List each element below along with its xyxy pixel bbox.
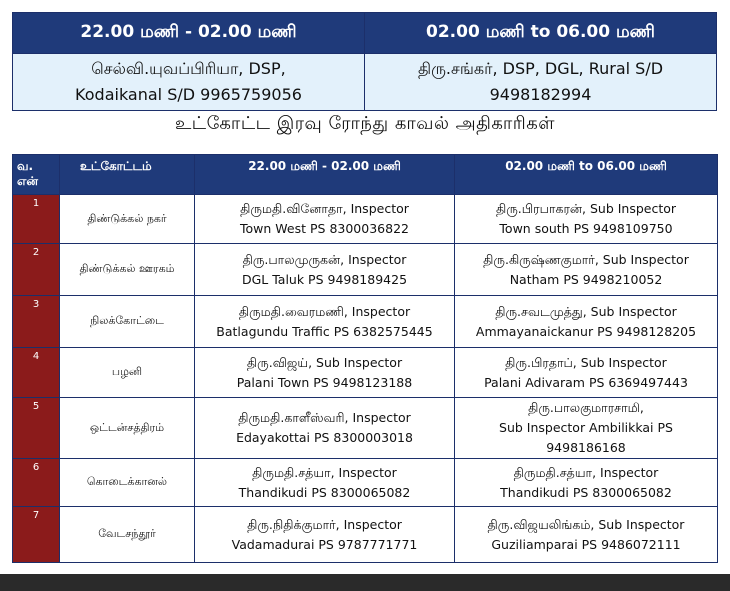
shift2-officer-contact: Guziliamparai PS 9486072111	[491, 536, 681, 552]
shift1-officer-contact: Batlagundu Traffic PS 6382575445	[216, 323, 433, 339]
shift2-officer-name: திரு.கிருஷ்ணகுமார், Sub Inspector	[483, 251, 689, 267]
row-subdivision: பழனி	[60, 348, 195, 398]
top-shift2-officer-contact: 9498182994	[489, 85, 592, 104]
top-shift1-officer-name: செல்வி.யுவப்பிரியா, DSP,	[91, 59, 286, 78]
bottom-bar	[0, 574, 730, 591]
column-header-subdivision: உட்கோட்டம்	[60, 155, 195, 195]
shift1-officer-contact: Palani Town PS 9498123188	[236, 374, 413, 390]
shift1-officer-contact: Vadamadurai PS 9787771771	[231, 536, 418, 552]
shift1-officer-contact: Town West PS 8300036822	[240, 221, 409, 236]
row-shift1-officer	[195, 507, 455, 563]
shift2-officer-name: திரு.பிரதாப், Sub Inspector	[505, 354, 667, 370]
row-subdivision: வேடசந்தூர்	[60, 507, 195, 563]
shift1-officer-name: திருமதி.காளீஸ்வரி, Inspector	[238, 410, 411, 425]
row-sno: 5	[13, 398, 60, 459]
table-row	[13, 195, 718, 244]
shift2-officer-contact: Natham PS 9498210052	[509, 271, 663, 287]
shift2-officer-phone: 9498186168	[546, 440, 626, 455]
row-subdivision: நிலக்கோட்டை	[60, 296, 195, 348]
shift2-officer-name: திரு.பிரபாகரன், Sub Inspector	[495, 201, 677, 216]
shift2-officer-name: திரு.சவடமுத்து, Sub Inspector	[495, 303, 677, 319]
table-row	[13, 398, 718, 459]
shift1-officer-name: திருமதி.வைரமணி, Inspector	[238, 303, 411, 319]
row-shift1-officer	[195, 398, 455, 459]
row-sno: 6	[13, 459, 60, 507]
officer-table-header	[13, 155, 718, 195]
row-shift2-officer	[455, 244, 718, 296]
table-row	[13, 244, 718, 296]
row-shift2-officer	[455, 398, 718, 459]
top-shift1-officer	[13, 54, 365, 111]
shift1-officer-name: திரு.பாலமுருகன், Inspector	[242, 251, 407, 267]
page-title: உட்கோட்ட இரவு ரோந்து காவல் அதிகாரிகள்	[174, 113, 556, 134]
officer-table	[12, 154, 718, 563]
shift2-officer-contact: Thandikudi PS 8300065082	[500, 484, 672, 500]
shift2-officer-name: திருமதி.சத்யா, Inspector	[513, 464, 659, 480]
row-shift1-officer	[195, 459, 455, 507]
shift2-officer-name: திரு.பாலகுமாரசாமி,	[528, 400, 644, 415]
row-sno: 2	[13, 244, 60, 296]
shift2-officer-contact: Town south PS 9498109750	[499, 221, 673, 236]
row-sno: 4	[13, 348, 60, 398]
row-shift2-officer	[455, 296, 718, 348]
row-sno: 7	[13, 507, 60, 563]
table-row	[13, 459, 718, 507]
top-shift1-officer-contact: Kodaikanal S/D 9965759056	[75, 85, 302, 104]
shift2-officer-contact: Ammayanaickanur PS 9498128205	[475, 323, 697, 339]
shift2-officer-contact: Sub Inspector Ambilikkai PS	[499, 420, 673, 435]
top-shift2-officer-name: திரு.சங்கர், DSP, DGL, Rural S/D	[417, 59, 664, 78]
row-shift1-officer	[195, 296, 455, 348]
row-shift1-officer	[195, 348, 455, 398]
column-header-shift2: 02.00 மணி to 06.00 மணி	[455, 155, 718, 195]
shift2-officer-contact: Palani Adivaram PS 6369497443	[484, 374, 688, 390]
row-subdivision: திண்டுக்கல் நகர்	[60, 195, 195, 244]
row-shift1-officer	[195, 244, 455, 296]
top-shift2-header: 02.00 மணி to 06.00 மணி	[365, 13, 717, 54]
shift1-officer-contact: DGL Taluk PS 9498189425	[241, 271, 408, 287]
column-header-shift1: 22.00 மணி - 02.00 மணி	[195, 155, 455, 195]
shift1-officer-name: திருமதி.வினோதா, Inspector	[240, 201, 409, 216]
top-shift-table	[12, 12, 717, 111]
shift1-officer-name: திருமதி.சத்யா, Inspector	[252, 464, 397, 480]
row-subdivision: கொடைக்கானல்	[60, 459, 195, 507]
top-shift1-header: 22.00 மணி - 02.00 மணி	[13, 13, 365, 54]
shift2-officer-name: திரு.விஜயலிங்கம், Sub Inspector	[487, 516, 685, 532]
row-sno: 3	[13, 296, 60, 348]
top-shift-officer-row	[13, 54, 717, 111]
shift1-officer-name: திரு.நிதிக்குமார், Inspector	[247, 516, 402, 532]
row-shift2-officer	[455, 348, 718, 398]
top-shift-header-row	[13, 13, 717, 54]
table-row	[13, 507, 718, 563]
shift1-officer-name: திரு.விஜய், Sub Inspector	[246, 354, 403, 370]
top-shift2-officer	[365, 54, 717, 111]
row-sno: 1	[13, 195, 60, 244]
row-subdivision: ஒட்டன்சத்திரம்	[60, 398, 195, 459]
shift1-officer-contact: Edayakottai PS 8300003018	[236, 430, 413, 445]
row-shift2-officer	[455, 195, 718, 244]
row-shift1-officer	[195, 195, 455, 244]
row-shift2-officer	[455, 459, 718, 507]
table-row	[13, 348, 718, 398]
table-row	[13, 296, 718, 348]
row-shift2-officer	[455, 507, 718, 563]
shift1-officer-contact: Thandikudi PS 8300065082	[238, 484, 411, 500]
column-header-sno: வ. என்	[13, 155, 60, 195]
row-subdivision: திண்டுக்கல் ஊரகம்	[60, 244, 195, 296]
